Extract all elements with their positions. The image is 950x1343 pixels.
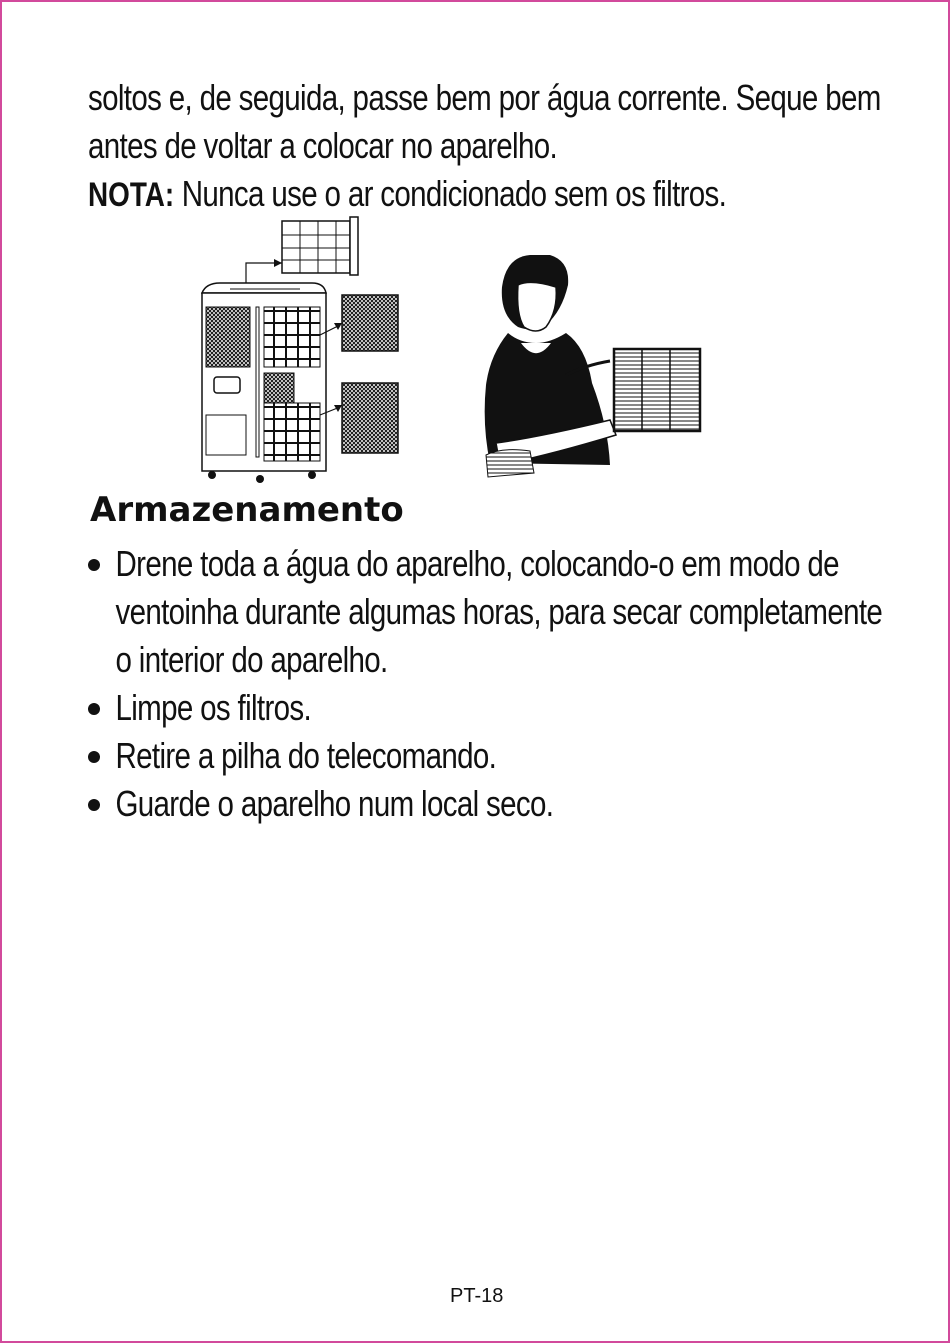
bullet-text-line: Drene toda a água do aparelho, colocando-o em modo de bbox=[115, 543, 839, 584]
bullet-dot-icon bbox=[88, 751, 100, 763]
bullet-dot-icon bbox=[88, 799, 100, 811]
bullet-text-line: Retire a pilha do telecomando. bbox=[115, 735, 497, 776]
bullet-item bbox=[88, 540, 948, 684]
bullet-text-line: Limpe os filtros. bbox=[115, 687, 312, 728]
bullet-item bbox=[88, 732, 948, 780]
page-number: PT-18 bbox=[450, 1285, 504, 1307]
bullet-item bbox=[88, 780, 948, 828]
bullet-dot-icon bbox=[88, 703, 100, 715]
person-holding-filter-drawing bbox=[485, 255, 700, 477]
note bbox=[88, 170, 744, 219]
bullet-text-line: o interior do aparelho. bbox=[115, 639, 388, 680]
paragraph-line-1: soltos e, de seguida, passe bem por água corrente. Seque bem bbox=[88, 77, 881, 118]
note-text: Nunca use o ar condicionado sem os filtros. bbox=[174, 173, 727, 214]
storage-bullet-list bbox=[88, 540, 948, 828]
air-conditioner-drawing bbox=[202, 283, 326, 483]
paragraph-line-2: antes de voltar a colocar no aparelho. bbox=[88, 125, 558, 166]
section-heading: Armazenamento bbox=[90, 490, 404, 530]
bullet-text-line: ventoinha durante algumas horas, para secar completamente bbox=[115, 591, 883, 632]
bullet-dot-icon bbox=[88, 559, 100, 571]
filter-illustration bbox=[190, 215, 750, 490]
removed-filters-drawing bbox=[320, 295, 398, 453]
note-label: NOTA: bbox=[88, 176, 175, 214]
bullet-item bbox=[88, 684, 948, 732]
bullet-text-line: Guarde o aparelho num local seco. bbox=[115, 783, 554, 824]
